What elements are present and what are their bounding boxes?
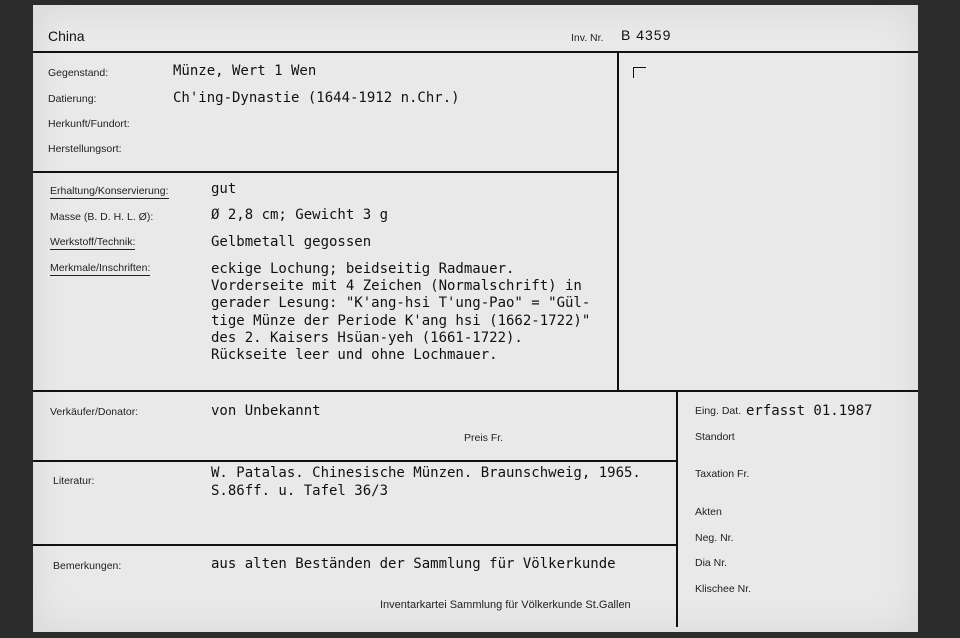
dia-label: Dia Nr. [695, 557, 728, 569]
divider-literature [33, 544, 677, 546]
literatur-value: W. Patalas. Chinesische Münzen. Braunschweig, 1965. S.86ff. u. Tafel 36/3 [211, 465, 641, 499]
gegenstand-value: Münze, Wert 1 Wen [173, 63, 317, 79]
divider-object [33, 171, 618, 173]
werkstoff-value: Gelbmetall gegossen [211, 234, 372, 250]
masse-value: Ø 2,8 cm; Gewicht 3 g [211, 207, 389, 223]
neg-label: Neg. Nr. [695, 532, 734, 544]
divider-details [33, 390, 918, 392]
merkmale-label: Merkmale/Inschriften: [50, 262, 151, 274]
klischee-label: Klischee Nr. [695, 583, 752, 595]
vertical-divider-bottom [676, 390, 678, 627]
inv-number-value: B 4359 [621, 27, 672, 43]
verkaeufer-label: Verkäufer/Donator: [50, 406, 139, 418]
werkstoff-label: Werkstoff/Technik: [50, 236, 136, 248]
herkunft-label: Herkunft/Fundort: [48, 118, 130, 130]
footer-text: Inventarkartei Sammlung für Völkerkunde St.Gallen [380, 599, 631, 611]
country-title: China [48, 28, 85, 44]
erhaltung-label: Erhaltung/Konservierung: [50, 185, 169, 197]
masse-label: Masse (B. D. H. L. Ø): [50, 211, 154, 223]
datierung-value: Ch'ing-Dynastie (1644-1912 n.Chr.) [173, 90, 460, 106]
vertical-divider-top [617, 51, 619, 391]
eing-dat-label: Eing. Dat. [695, 405, 742, 417]
bemerkungen-label: Bemerkungen: [53, 560, 122, 572]
corner-mark [633, 67, 646, 78]
literatur-label: Literatur: [53, 475, 95, 487]
akten-label: Akten [695, 506, 722, 518]
merkmale-value: eckige Lochung; beidseitig Radmauer. Vorderseite mit 4 Zeichen (Normalschrift) in gerader Lesung: "K'ang-hsi T'ung-Pao" = "Gül- tige Münze der Periode K'ang hsi (1662-1722)" des 2. Kaisers Hsüan-yeh (1661-1722). Rückseite leer und ohne Lochmauer. [211, 261, 591, 364]
inv-number-label: Inv. Nr. [571, 32, 604, 44]
verkaeufer-value: von Unbekannt [211, 403, 321, 419]
herstellungsort-label: Herstellungsort: [48, 143, 122, 155]
divider-acquisition [33, 460, 677, 462]
taxation-label: Taxation Fr. [695, 468, 750, 480]
bemerkungen-value: aus alten Beständen der Sammlung für Völkerkunde [211, 556, 616, 572]
standort-label: Standort [695, 431, 735, 443]
datierung-label: Datierung: [48, 93, 97, 105]
header-divider [33, 51, 918, 53]
eing-dat-value: erfasst 01.1987 [746, 403, 873, 419]
preis-label: Preis Fr. [464, 432, 504, 444]
gegenstand-label: Gegenstand: [48, 67, 109, 79]
erhaltung-value: gut [211, 181, 237, 197]
